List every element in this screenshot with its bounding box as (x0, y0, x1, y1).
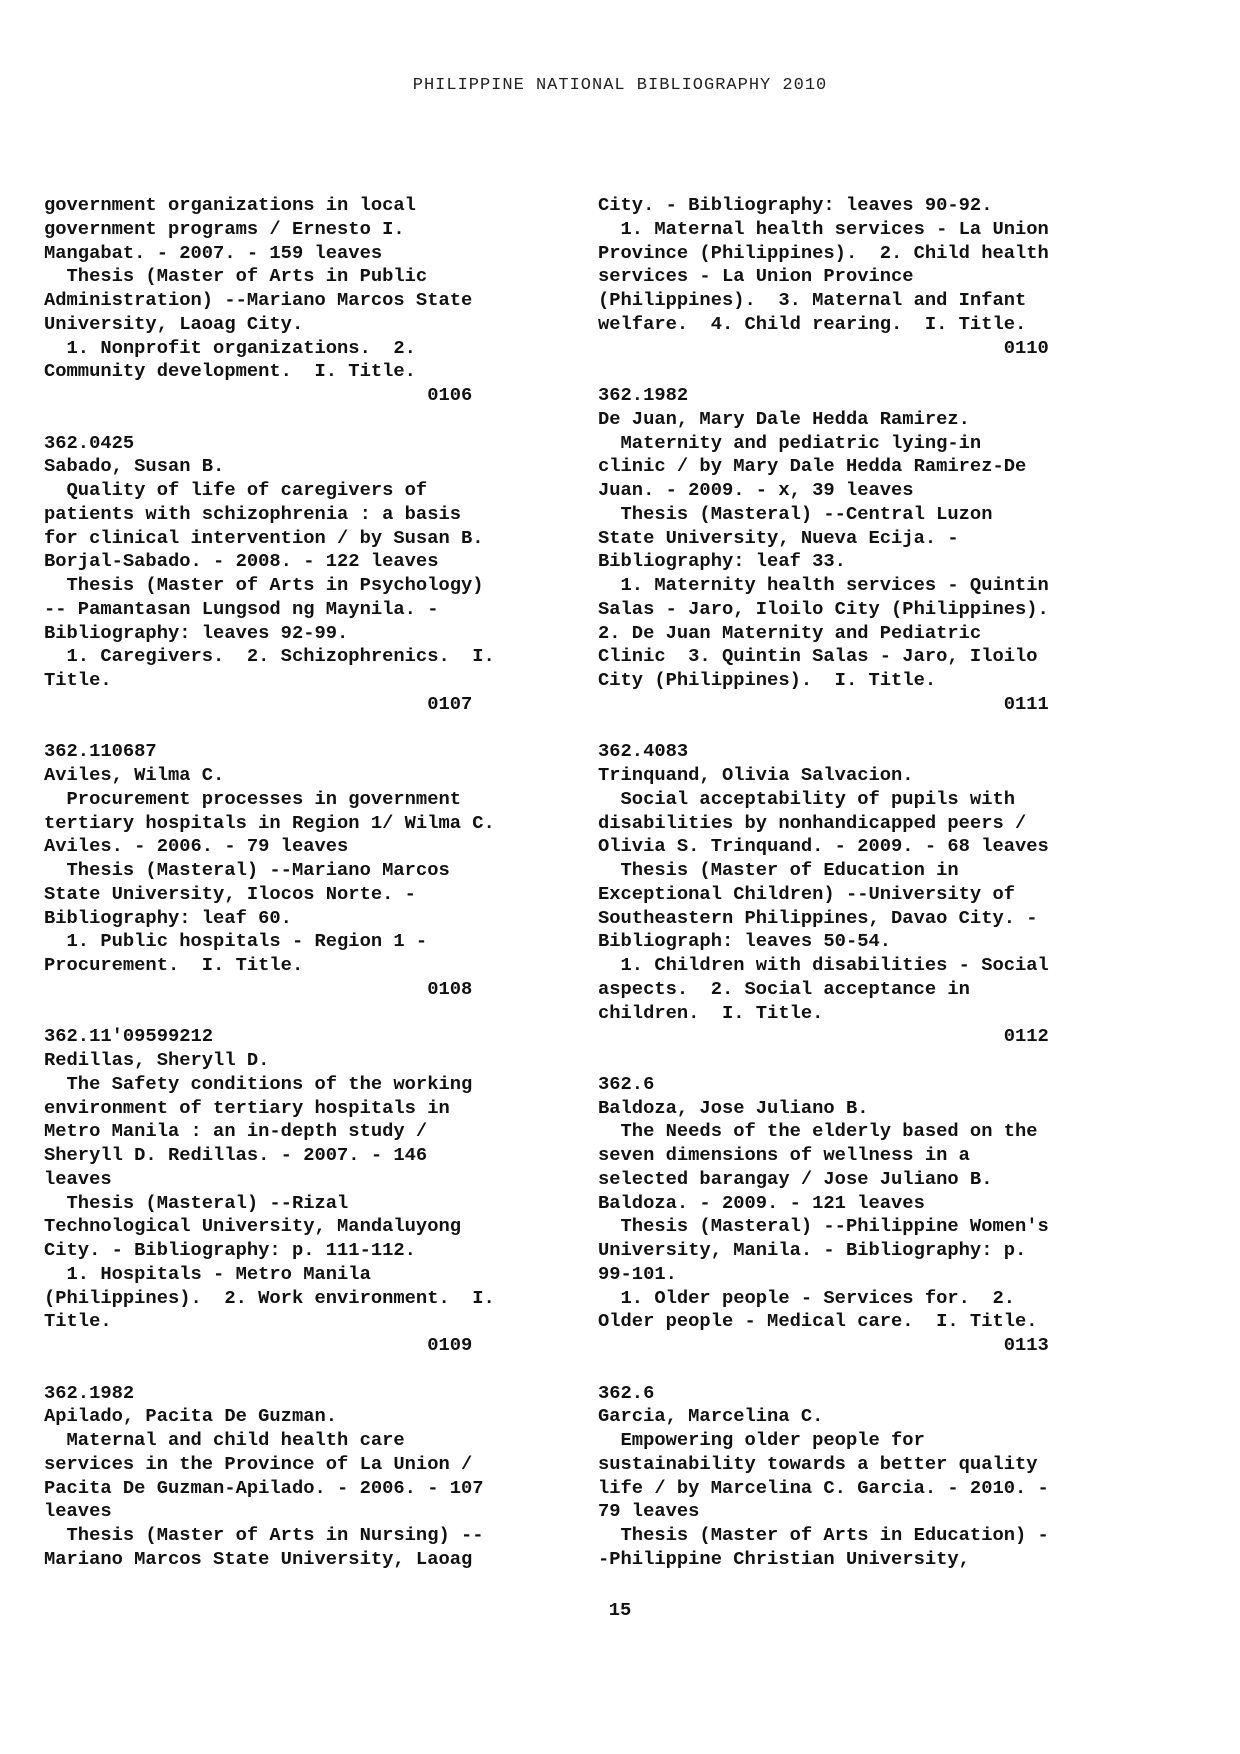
bibliography-line: 0111 (598, 692, 1049, 715)
bibliography-line: State University, Ilocos Norte. - (44, 882, 416, 905)
bibliography-line: patients with schizophrenia : a basis (44, 502, 462, 525)
bibliography-line: seven dimensions of wellness in a (598, 1144, 970, 1166)
bibliography-line: tertiary hospitals in Region 1/ Wilma C. (44, 811, 495, 834)
bibliography-line: government programs / Ernesto I. (44, 217, 405, 240)
bibliography-line: Title. (44, 669, 112, 691)
bibliography-line: 362.11'09599212 (44, 1025, 214, 1048)
bibliography-line: aspects. 2. Social acceptance in (598, 977, 970, 1000)
bibliography-line: 99-101. (598, 1262, 677, 1285)
bibliography-line: 0113 (598, 1334, 1049, 1356)
bibliography-line: Aviles. - 2006. - 79 leaves (44, 835, 349, 858)
bibliography-line: Social acceptability of pupils with (598, 787, 1016, 810)
bibliography-line: sustainability towards a better quality (598, 1452, 1038, 1475)
bibliography-line: Redillas, Sheryll D. (44, 1049, 270, 1071)
bibliography-line: Exceptional Children) --University of (598, 882, 1016, 905)
bibliography-line: Thesis (Masteral) --Philippine Women's (598, 1215, 1049, 1238)
bibliography-line: Clinic 3. Quintin Salas - Jaro, Iloilo (598, 645, 1038, 668)
bibliography-line: Thesis (Master of Arts in Nursing) -- (44, 1524, 484, 1546)
bibliography-line: City (Philippines). I. Title. (598, 669, 937, 691)
bibliography-line: Province (Philippines). 2. Child health (598, 241, 1049, 264)
bibliography-line: 1. Maternal health services - La Union (598, 217, 1049, 240)
bibliography-line: 1. Children with disabilities - Social (598, 954, 1049, 976)
bibliography-line: 1. Older people - Services for. 2. (598, 1286, 1016, 1309)
bibliography-line: Thesis (Masteral) --Rizal (44, 1191, 349, 1214)
bibliography-line: Bibliography: leaf 33. (598, 550, 846, 573)
bibliography-line: 362.6 (598, 1381, 655, 1404)
bibliography-line: Thesis (Masteral) --Mariano Marcos (44, 859, 450, 881)
bibliography-line: Borjal-Sabado. - 2008. - 122 leaves (44, 550, 439, 573)
bibliography-line: Quality of life of caregivers of (44, 479, 428, 501)
bibliography-line: University, Laoag City. (44, 312, 304, 335)
bibliography-line (598, 717, 1103, 741)
running-title: PHILIPPINE NATIONAL BIBLIOGRAPHY 2010 (412, 76, 828, 95)
bibliography-line: 362.1982 (44, 1381, 135, 1404)
bibliography-line: Bibliograph: leaves 50-54. (598, 930, 892, 953)
bibliography-line: Mangabat. - 2007. - 159 leaves (44, 241, 383, 264)
bibliography-line: The Safety conditions of the working (44, 1072, 473, 1095)
bibliography-line: -Philippine Christian University, (598, 1547, 970, 1570)
bibliography-line: environment of tertiary hospitals in (44, 1096, 450, 1119)
bibliography-line: 0110 (598, 336, 1049, 359)
left-column (44, 194, 549, 1572)
bibliography-line: 362.6 (598, 1072, 655, 1095)
bibliography-line (44, 408, 549, 432)
bibliography-line: 1. Nonprofit organizations. 2. (44, 336, 416, 359)
bibliography-line: 0112 (598, 1025, 1049, 1048)
bibliography-line: Baldoza. - 2009. - 121 leaves (598, 1191, 925, 1214)
bibliography-line: (Philippines). 3. Maternal and Infant (598, 289, 1027, 311)
bibliography-line: life / by Marcelina C. Garcia. - 2010. - (598, 1476, 1049, 1499)
bibliography-line: government organizations in local (44, 194, 416, 216)
bibliography-line: Garcia, Marcelina C. (598, 1405, 824, 1428)
bibliography-line: children. I. Title. (598, 1001, 824, 1024)
bibliography-line: Metro Manila : an in-depth study / (44, 1120, 428, 1143)
bibliography-line: leaves (44, 1167, 112, 1190)
bibliography-line: Mariano Marcos State University, Laoag (44, 1547, 473, 1570)
bibliography-line: Thesis (Masteral) --Central Luzon (598, 502, 993, 525)
bibliography-line: 362.1982 (598, 384, 689, 406)
bibliography-line: Juan. - 2009. - x, 39 leaves (598, 479, 914, 501)
bibliography-line: services - La Union Province (598, 265, 914, 288)
bibliography-line: Thesis (Master of Arts in Psychology) (44, 574, 484, 596)
bibliography-line: City. - Bibliography: p. 111-112. (44, 1239, 416, 1261)
bibliography-line: 79 leaves (598, 1500, 700, 1523)
bibliography-line: (Philippines). 2. Work environment. I. (44, 1286, 495, 1309)
bibliography-line: Maternal and child health care (44, 1429, 405, 1451)
bibliography-line: De Juan, Mary Dale Hedda Ramirez. (598, 407, 970, 430)
bibliography-line (598, 1049, 1103, 1073)
bibliography-line: Empowering older people for (598, 1429, 925, 1451)
bibliography-line: 0106 (44, 384, 473, 406)
bibliography-line: welfare. 4. Child rearing. I. Title. (598, 312, 1027, 335)
bibliography-line: services in the Province of La Union / (44, 1452, 473, 1475)
bibliography-line: Southeastern Philippines, Davao City. - (598, 906, 1038, 929)
bibliography-line: 2. De Juan Maternity and Pediatric (598, 621, 982, 644)
bibliography-line: Sabado, Susan B. (44, 455, 225, 478)
bibliography-line (44, 1358, 549, 1382)
bibliography-line: Sheryll D. Redillas. - 2007. - 146 (44, 1144, 428, 1166)
page-number: 15 (608, 1599, 632, 1621)
bibliography-line (44, 717, 549, 741)
bibliography-line: 0108 (44, 977, 473, 1000)
bibliography-line: Administration) --Mariano Marcos State (44, 289, 473, 311)
bibliography-line: 1. Public hospitals - Region 1 - (44, 930, 428, 953)
bibliography-line: Pacita De Guzman-Apilado. - 2006. - 107 (44, 1476, 484, 1499)
bibliography-line: Maternity and pediatric lying-in (598, 431, 982, 454)
bibliography-line: 362.4083 (598, 740, 689, 763)
bibliography-line: Aviles, Wilma C. (44, 764, 225, 786)
bibliography-line: City. - Bibliography: leaves 90-92. (598, 194, 993, 216)
bibliography-line (598, 360, 1103, 384)
bibliography-line: 1. Maternity health services - Quintin (598, 574, 1049, 596)
bibliography-line: Bibliography: leaf 60. (44, 906, 292, 929)
bibliography-line: Thesis (Master of Education in (598, 859, 959, 881)
bibliography-line: -- Pamantasan Lungsod ng Maynila. - (44, 597, 439, 620)
bibliography-line: 0107 (44, 692, 473, 715)
bibliography-line: selected barangay / Jose Juliano B. (598, 1167, 993, 1190)
bibliography-line: 362.110687 (44, 740, 157, 763)
bibliography-line (44, 1002, 549, 1026)
bibliography-line: Apilado, Pacita De Guzman. (44, 1405, 338, 1428)
right-column (598, 194, 1103, 1572)
bibliography-line: The Needs of the elderly based on the (598, 1120, 1038, 1143)
bibliography-line (598, 1358, 1103, 1382)
bibliography-line: Thesis (Master of Arts in Education) - (598, 1524, 1049, 1546)
bibliography-line: Older people - Medical care. I. Title. (598, 1310, 1038, 1333)
bibliography-line: Baldoza, Jose Juliano B. (598, 1096, 869, 1119)
bibliography-line: Procurement processes in government (44, 787, 462, 810)
bibliography-line: Bibliography: leaves 92-99. (44, 621, 349, 644)
bibliography-line: leaves (44, 1500, 112, 1523)
bibliography-line: 0109 (44, 1334, 473, 1356)
bibliography-line: 362.0425 (44, 431, 135, 454)
bibliography-line: Salas - Jaro, Iloilo City (Philippines). (598, 597, 1049, 620)
bibliography-line: 1. Hospitals - Metro Manila (44, 1262, 371, 1285)
bibliography-line: Community development. I. Title. (44, 360, 416, 383)
bibliography-line: Technological University, Mandaluyong (44, 1215, 462, 1238)
bibliography-line: for clinical intervention / by Susan B. (44, 526, 484, 549)
bibliography-line: Procurement. I. Title. (44, 954, 304, 976)
bibliography-line: Trinquand, Olivia Salvacion. (598, 764, 914, 786)
bibliography-line: 1. Caregivers. 2. Schizophrenics. I. (44, 645, 495, 668)
bibliography-line: Olivia S. Trinquand. - 2009. - 68 leaves (598, 835, 1049, 858)
bibliography-line: clinic / by Mary Dale Hedda Ramirez-De (598, 455, 1027, 478)
bibliography-line: University, Manila. - Bibliography: p. (598, 1239, 1027, 1261)
bibliography-line: disabilities by nonhandicapped peers / (598, 811, 1027, 834)
bibliography-line: State University, Nueva Ecija. - (598, 526, 959, 549)
bibliography-line: Title. (44, 1310, 112, 1333)
bibliography-line: Thesis (Master of Arts in Public (44, 265, 428, 288)
